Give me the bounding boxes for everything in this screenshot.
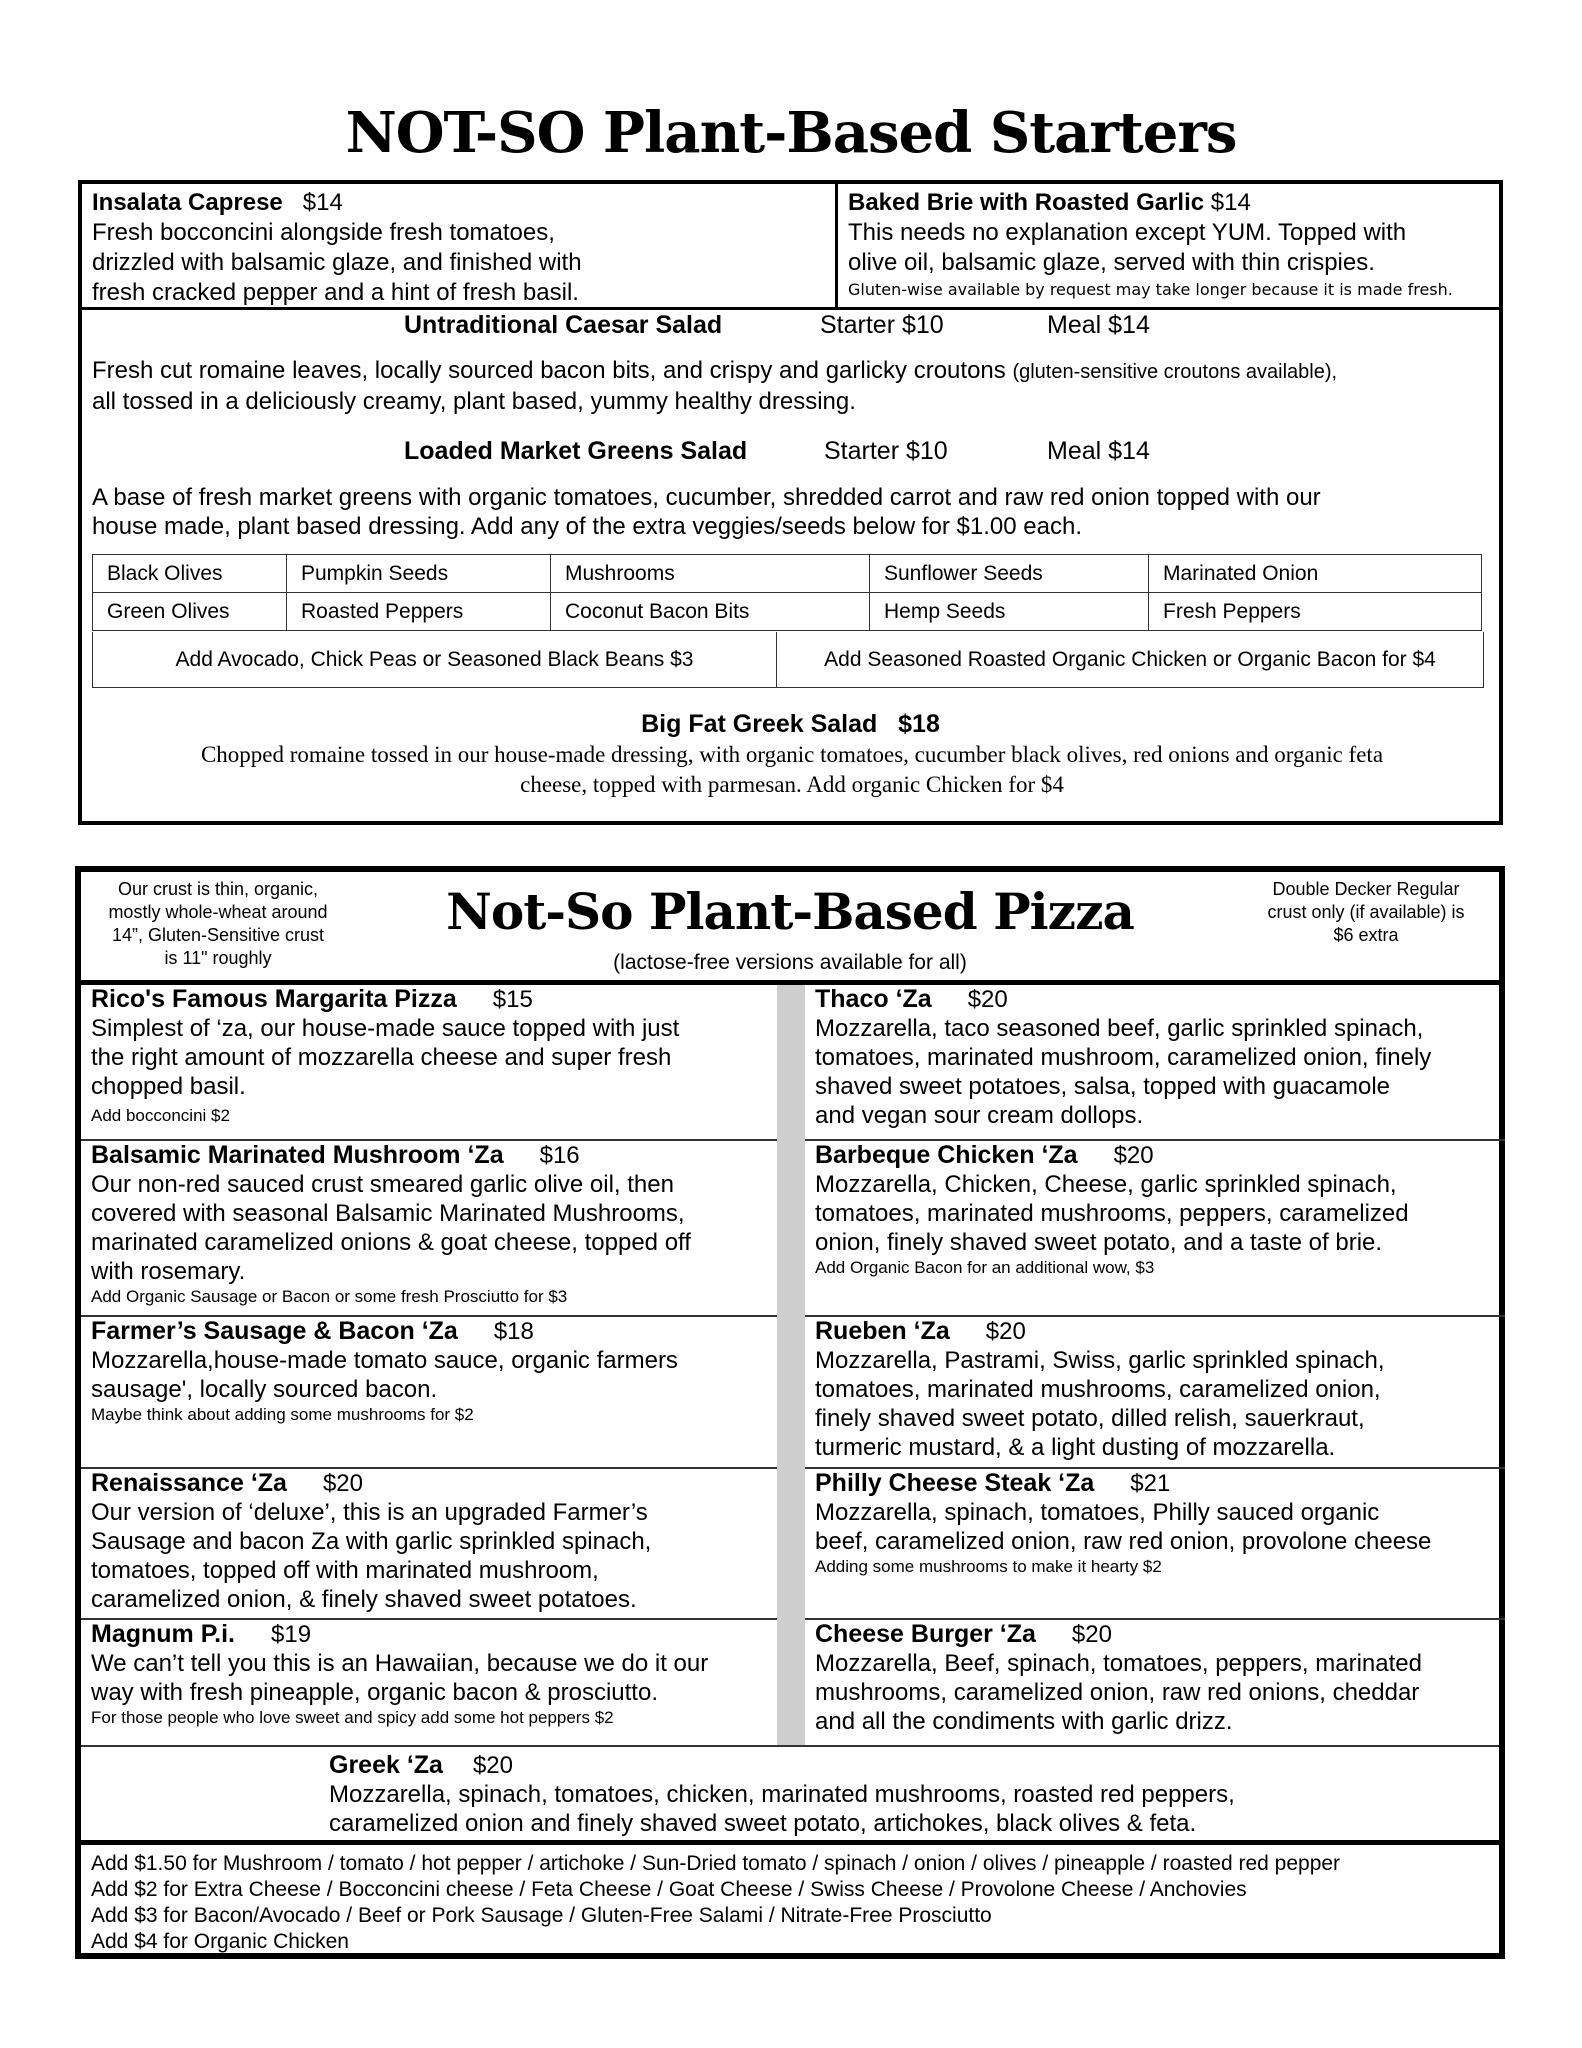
item-price: $21: [1130, 1470, 1171, 1497]
addon-right: Add Seasoned Roasted Organic Chicken or Organic Bacon for $4: [824, 647, 1436, 671]
addon-left: Add Avocado, Chick Peas or Seasoned Black Beans $3: [93, 632, 777, 687]
table-cell: Roasted Peppers: [287, 593, 551, 631]
note-line: Double Decker Regular: [1272, 879, 1460, 899]
item-desc-line: tomatoes, topped off with marinated mushroom,: [91, 1557, 599, 1584]
extras-line: Add $2 for Extra Cheese / Bocconcini cheese / Feta Cheese / Goat Cheese / Swiss Cheese / Provolone Cheese / Anchovies: [91, 1878, 1247, 1901]
item-desc-line: caramelized onion and finely shaved sweet potato, artichokes, black olives & feta.: [329, 1810, 1197, 1837]
item-desc-line: finely shaved sweet potato, dilled relish, sauerkraut,: [815, 1405, 1365, 1432]
item-name: Cheese Burger ‘Za: [815, 1620, 1036, 1648]
extras-line: Add $4 for Organic Chicken: [91, 1930, 349, 1953]
item-desc-line: caramelized onion, & finely shaved sweet potatoes.: [91, 1586, 637, 1613]
item-name: Insalata Caprese: [92, 189, 283, 216]
menu-item-greek-salad-desc: [112, 740, 1472, 800]
note-line: $6 extra: [1333, 925, 1399, 945]
item-name: Greek ‘Za: [329, 1751, 443, 1779]
table-cell: Fresh Peppers: [1149, 593, 1482, 631]
item-desc-line: Simplest of ‘za, our house-made sauce topped with just: [91, 1015, 680, 1042]
starters-section: [78, 180, 1503, 825]
addons-protein-row: [92, 632, 1484, 688]
pizza-menu-item: [805, 1469, 1505, 1578]
item-note: Gluten-wise available by request may take longer because it is made fresh.: [848, 280, 1453, 299]
pizza-extras: [81, 1840, 1499, 1961]
pizza-menu-item: [81, 985, 777, 1127]
item-name: Renaissance ‘Za: [91, 1469, 287, 1497]
starter-price: Starter $10: [824, 437, 948, 465]
item-price: $20: [1113, 1142, 1154, 1169]
item-extra: Add Organic Bacon for an additional wow, $3: [815, 1258, 1155, 1277]
item-desc-line: sausage', locally sourced bacon.: [91, 1376, 438, 1403]
item-price: $15: [492, 986, 533, 1013]
item-price: $18: [493, 1318, 534, 1345]
item-desc-line: This needs no explanation except YUM. Topped with: [848, 219, 1407, 246]
pizza-menu-item: [805, 1317, 1505, 1462]
note-line: crust only (if available) is: [1267, 902, 1465, 922]
item-desc-line: tomatoes, marinated mushrooms, peppers, caramelized: [815, 1200, 1409, 1227]
item-desc-line: onion, finely shaved sweet potato, and a taste of brie.: [815, 1229, 1383, 1256]
pizza-menu-item: [81, 1317, 777, 1426]
menu-item-insalata-caprese: [92, 188, 832, 308]
table-row: [93, 593, 1482, 631]
item-name: Magnum P.i.: [91, 1620, 236, 1648]
meal-price: Meal $14: [1047, 437, 1150, 465]
pizza-header: [81, 872, 1499, 985]
pizza-grid: [81, 985, 1499, 1745]
item-name: Big Fat Greek Salad: [641, 710, 878, 738]
item-desc-line: Mozzarella, spinach, tomatoes, chicken, marinated mushrooms, roasted red peppers,: [329, 1781, 1235, 1808]
item-desc-line: drizzled with balsamic glaze, and finished with: [92, 249, 582, 276]
item-desc-line: Our non-red sauced crust smeared garlic olive oil, then: [91, 1171, 674, 1198]
table-cell: Hemp Seeds: [870, 593, 1149, 631]
pizza-section: [75, 866, 1505, 1959]
item-desc-line: Mozzarella, taco seasoned beef, garlic sprinkled spinach,: [815, 1015, 1424, 1042]
item-name: Balsamic Marinated Mushroom ‘Za: [91, 1141, 504, 1169]
item-desc-line: shaved sweet potatoes, salsa, topped with guacamole: [815, 1073, 1391, 1100]
item-name: Rueben ‘Za: [815, 1317, 950, 1345]
item-desc-line: Mozzarella, Beef, spinach, tomatoes, peppers, marinated: [815, 1650, 1422, 1677]
item-price: $20: [1071, 1621, 1112, 1648]
note-line: mostly whole-wheat around: [108, 902, 328, 922]
item-desc-line: Sausage and bacon Za with garlic sprinkled spinach,: [91, 1528, 652, 1555]
item-desc-line: Our version of ‘deluxe’, this is an upgraded Farmer’s: [91, 1499, 648, 1526]
item-desc-line: and vegan sour cream dollops.: [815, 1102, 1144, 1129]
item-desc-line: way with fresh pineapple, organic bacon & prosciutto.: [91, 1679, 658, 1706]
menu-item-greek-za: [81, 1745, 1499, 1842]
item-price: $18: [898, 710, 940, 738]
extras-line: Add $3 for Bacon/Avocado / Beef or Pork Sausage / Gluten-Free Salami / Nitrate-Free Prosciutto: [91, 1904, 992, 1927]
note-line: Our crust is thin, organic,: [117, 879, 319, 899]
item-desc-line: Fresh cut romaine leaves, locally sourced bacon bits, and crispy and garlicky croutons: [92, 357, 1006, 384]
item-desc-line: tomatoes, marinated mushroom, caramelized onion, finely: [815, 1044, 1432, 1071]
item-desc-line: marinated caramelized onions & goat cheese, topped off: [91, 1229, 691, 1256]
menu-item-baked-brie: [848, 188, 1488, 302]
table-row: [93, 555, 1482, 593]
pizza-menu-item: [805, 1620, 1505, 1736]
addons-table: [92, 554, 1482, 631]
table-cell: Black Olives: [93, 555, 287, 593]
item-price: $16: [539, 1142, 580, 1169]
item-extra: Adding some mushrooms to make it hearty $2: [815, 1557, 1162, 1576]
item-name: Farmer’s Sausage & Bacon ‘Za: [91, 1317, 458, 1345]
item-desc-line: cheese, topped with parmesan. Add organic Chicken for $4: [520, 772, 1064, 797]
item-desc-line: with rosemary.: [91, 1258, 246, 1285]
item-desc-line: the right amount of mozzarella cheese and super fresh: [91, 1044, 672, 1071]
item-price: $19: [271, 1621, 312, 1648]
item-desc-line: chopped basil.: [91, 1073, 246, 1100]
item-desc-line: tomatoes, marinated mushrooms, caramelized onion,: [815, 1376, 1381, 1403]
pizza-subtitle: (lactose-free versions available for all): [613, 951, 967, 974]
item-extra: For those people who love sweet and spicy add some hot peppers $2: [91, 1708, 614, 1727]
item-name: Barbeque Chicken ‘Za: [815, 1141, 1078, 1169]
item-price: $20: [985, 1318, 1026, 1345]
menu-item-greek-salad-header: [82, 710, 1499, 739]
item-desc-line: beef, caramelized onion, raw red onion, provolone cheese: [815, 1528, 1432, 1555]
item-price: $20: [322, 1470, 363, 1497]
table-cell: Mushrooms: [551, 555, 870, 593]
table-cell: Sunflower Seeds: [870, 555, 1149, 593]
item-desc-line: covered with seasonal Balsamic Marinated Mushrooms,: [91, 1200, 685, 1227]
menu-item-caesar-desc: [92, 356, 1492, 416]
item-name: Rico's Famous Margarita Pizza: [91, 985, 457, 1013]
divider: [835, 184, 838, 307]
item-price: $20: [967, 986, 1008, 1013]
pizza-menu-item: [81, 1469, 777, 1614]
item-desc-line: We can’t tell you this is an Hawaiian, because we do it our: [91, 1650, 709, 1677]
item-name: Philly Cheese Steak ‘Za: [815, 1469, 1095, 1497]
starter-price: Starter $10: [820, 311, 944, 339]
item-desc-line: Mozzarella, spinach, tomatoes, Philly sauced organic: [815, 1499, 1380, 1526]
item-desc-line: Fresh bocconcini alongside fresh tomatoes,: [92, 219, 555, 246]
item-price: $20: [472, 1752, 513, 1779]
pizza-title: Not-So Plant-Based Pizza: [446, 882, 1134, 941]
menu-item-market-desc: [92, 483, 1492, 541]
pizza-menu-item: [805, 1141, 1505, 1279]
item-desc-line: Mozzarella, Pastrami, Swiss, garlic sprinkled spinach,: [815, 1347, 1385, 1374]
item-name: Untraditional Caesar Salad: [404, 311, 723, 339]
item-name: Loaded Market Greens Salad: [404, 437, 748, 465]
item-desc-line: turmeric mustard, & a light dusting of mozzarella.: [815, 1434, 1336, 1461]
pizza-menu-item: [81, 1620, 777, 1729]
double-decker-note: [1241, 878, 1491, 947]
item-desc-line: A base of fresh market greens with organic tomatoes, cucumber, shredded carrot and raw red onion topped with our: [92, 484, 1321, 511]
item-price: $14: [1210, 189, 1251, 216]
item-desc-line: Mozzarella, Chicken, Cheese, garlic sprinkled spinach,: [815, 1171, 1397, 1198]
table-cell: Pumpkin Seeds: [287, 555, 551, 593]
item-desc-line: fresh cracked pepper and a hint of fresh basil.: [92, 279, 579, 306]
note-line: is 11" roughly: [164, 948, 272, 968]
item-note: (gluten-sensitive croutons available),: [1012, 361, 1338, 383]
table-cell: Green Olives: [93, 593, 287, 631]
item-extra: Add Organic Sausage or Bacon or some fresh Prosciutto for $3: [91, 1287, 568, 1306]
item-desc-line: house made, plant based dressing. Add any of the extra veggies/seeds below for $1.00 each.: [92, 513, 1082, 540]
item-extra: Add bocconcini $2: [91, 1106, 230, 1125]
item-desc-line: and all the condiments with garlic drizz.: [815, 1708, 1233, 1735]
item-desc-line: olive oil, balsamic glaze, served with thin crispies.: [848, 249, 1375, 276]
item-desc-line: Chopped romaine tossed in our house-made dressing, with organic tomatoes, cucumber black olives, red onions and organic feta: [200, 742, 1384, 767]
table-cell: Marinated Onion: [1149, 555, 1482, 593]
item-price: $14: [302, 189, 343, 216]
item-desc-line: mushrooms, caramelized onion, raw red onions, cheddar: [815, 1679, 1420, 1706]
starters-title: NOT-SO Plant-Based Starters: [345, 100, 1237, 166]
item-extra: Maybe think about adding some mushrooms for $2: [91, 1405, 474, 1424]
item-desc-line: all tossed in a deliciously creamy, plant based, yummy healthy dressing.: [92, 388, 856, 415]
pizza-menu-item: [81, 1141, 777, 1308]
note-line: 14”, Gluten-Sensitive crust: [111, 925, 325, 945]
meal-price: Meal $14: [1047, 311, 1150, 339]
starters-top-row: [82, 184, 1499, 310]
pizza-menu-item: [805, 985, 1505, 1130]
item-desc-line: Mozzarella,house-made tomato sauce, organic farmers: [91, 1347, 678, 1374]
extras-line: Add $1.50 for Mushroom / tomato / hot pepper / artichoke / Sun-Dried tomato / spinach / onion / olives / pineapple / roasted red pepper: [91, 1852, 1341, 1875]
column-divider: [777, 985, 805, 1745]
item-name: Baked Brie with Roasted Garlic: [848, 189, 1205, 216]
item-name: Thaco ‘Za: [815, 985, 932, 1013]
table-cell: Coconut Bacon Bits: [551, 593, 870, 631]
